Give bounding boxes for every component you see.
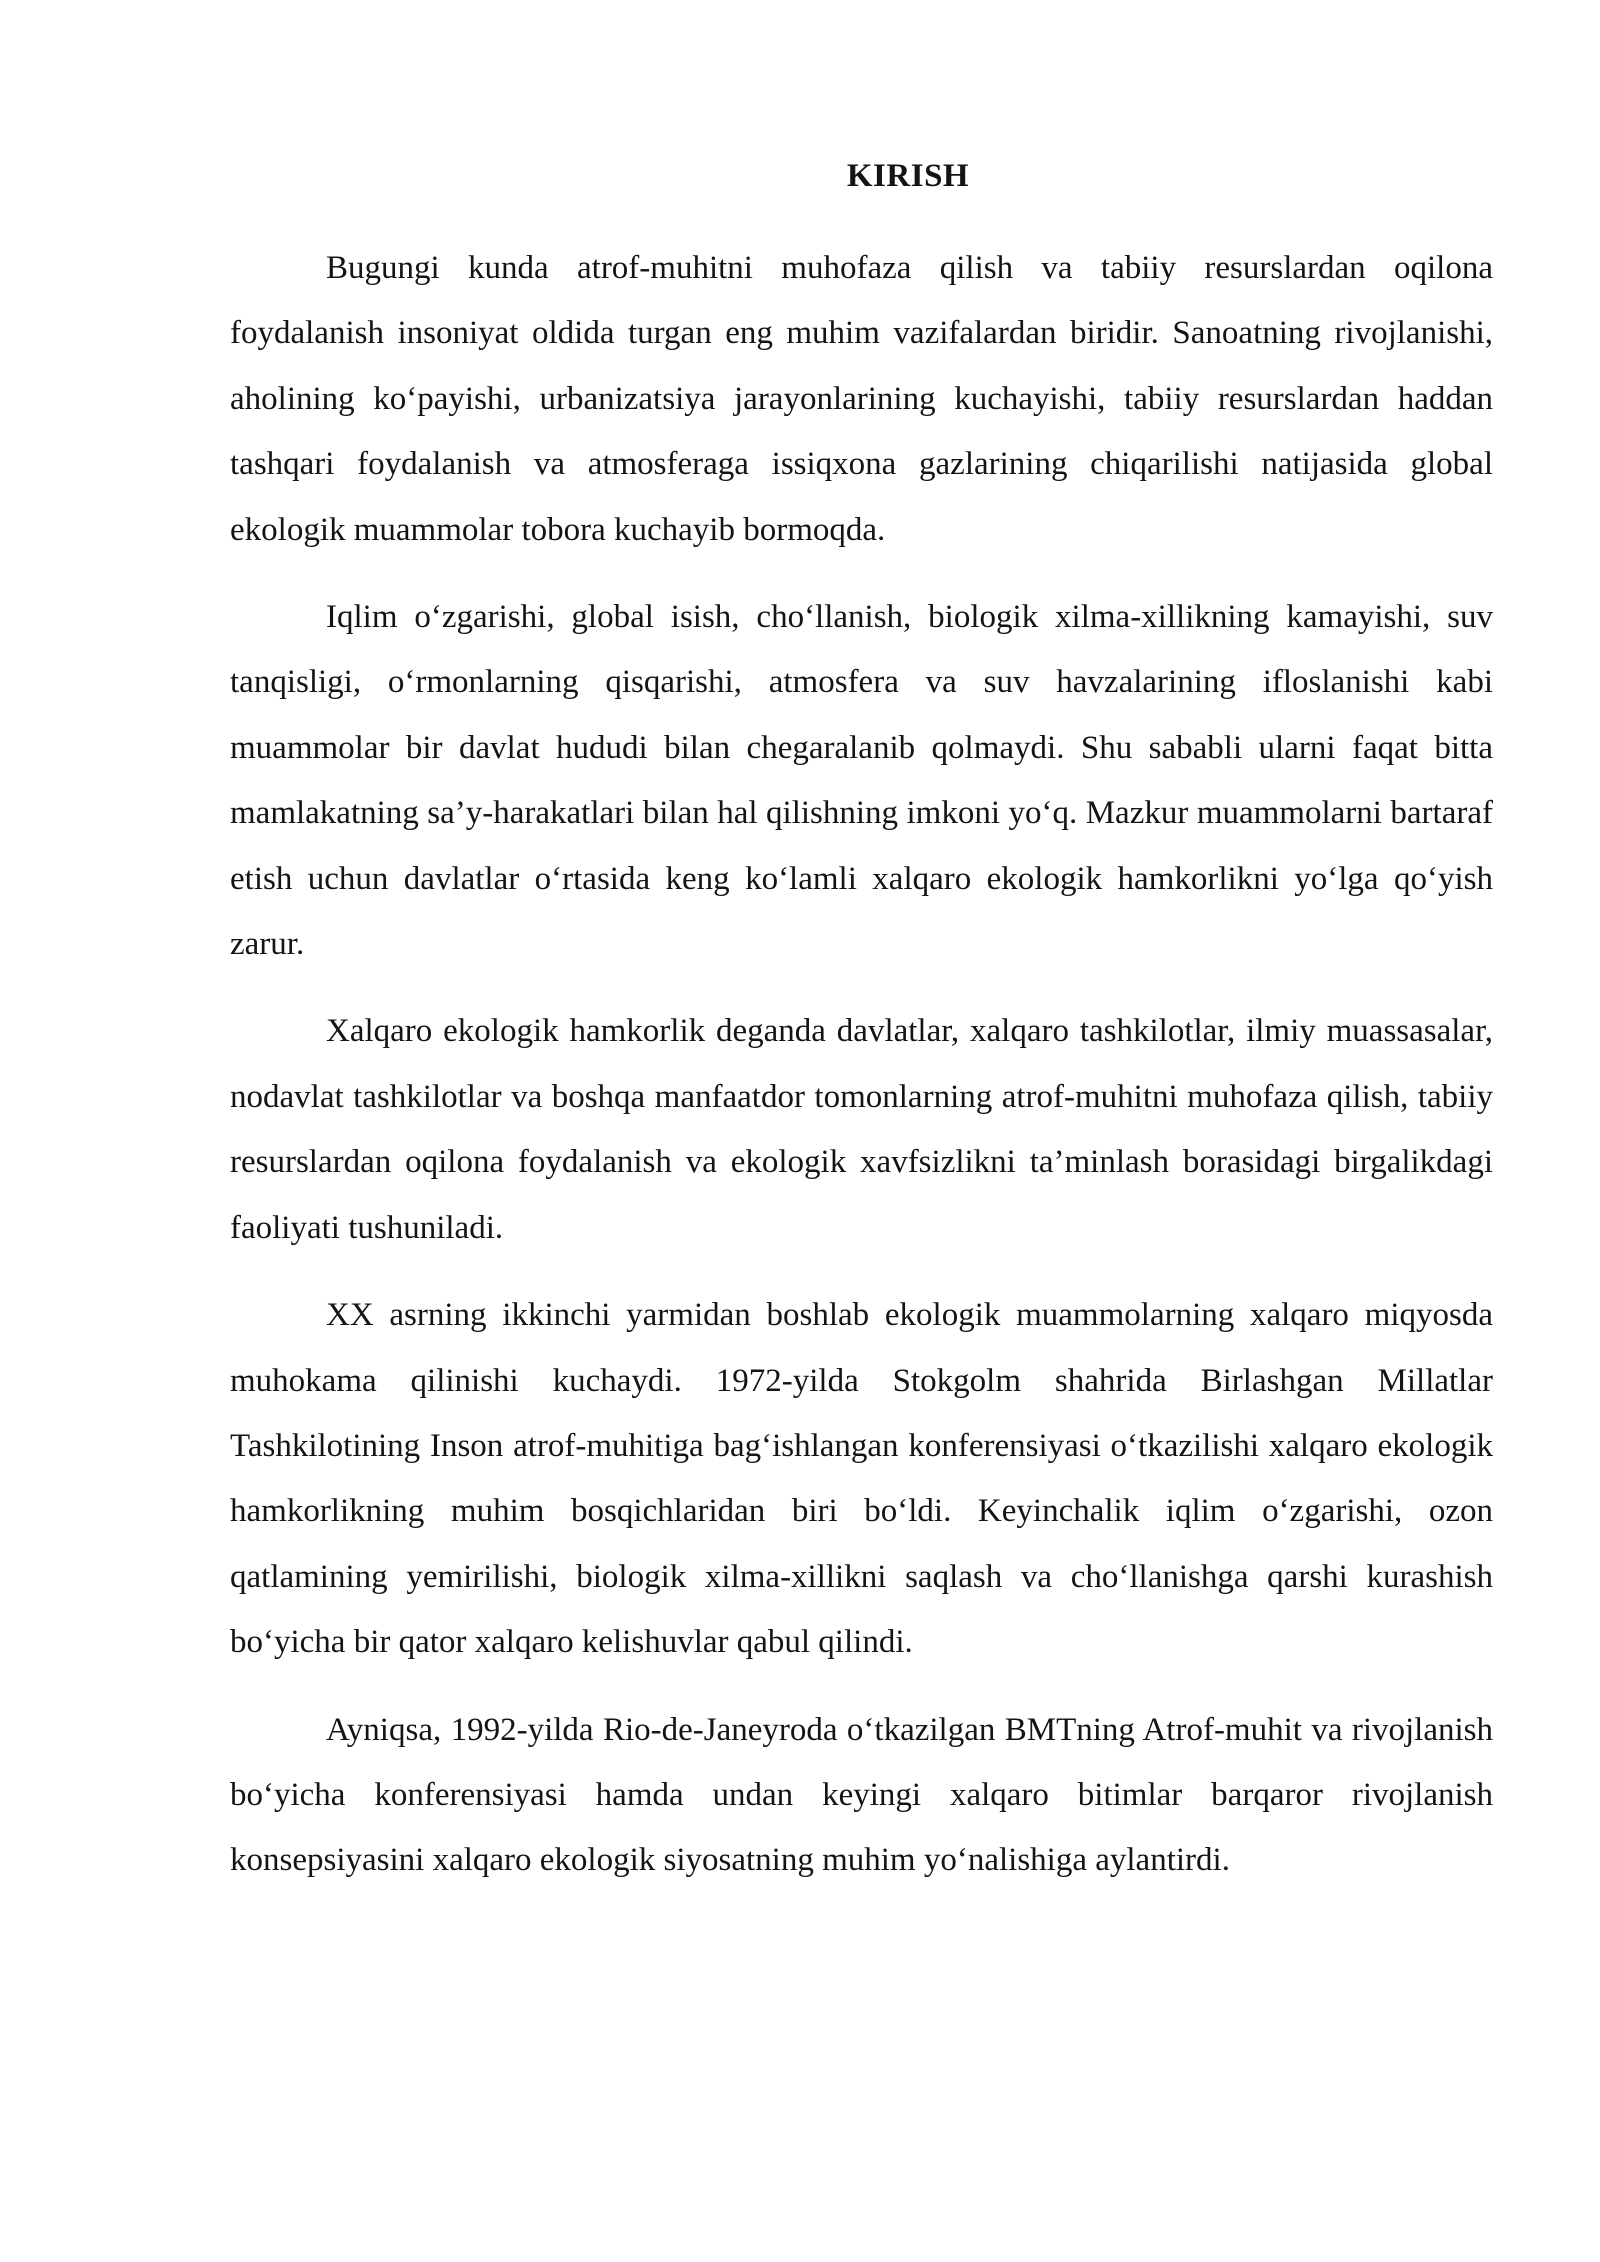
body-text [230,236,1493,1916]
paragraph-3: Xalqaro ekologik hamkorlik deganda davlatlar, xalqaro tashkilotlar, ilmiy muassasalar, nodavlat tashkilotlar va boshqa manfaatdor tomonlarning atrof-muhitni muhofaza qilish, tabiiy resurslardan oqilona foydalanish va ekologik xavfsizlikni ta’minlash borasidagi birgalikdagi faoliyati tushuniladi. [230,1013,1493,1246]
paragraph-4: XX asrning ikkinchi yarmidan boshlab ekologik muammolarning xalqaro miqyosda muhokama qilinishi kuchaydi. 1972-yilda Stokgolm shahrida Birlashgan Millatlar Tashkilotining Inson atrof-muhitiga bag‘ishlangan konferensiyasi o‘tkazilishi xalqaro ekologik hamkorlikning muhim bosqichlaridan biri bo‘ldi. Keyinchalik iqlim o‘zgarishi, ozon qatlamining yemirilishi, biologik xilma-xillikni saqlash va cho‘llanishga qarshi kurashish bo‘yicha bir qator xalqaro kelishuvlar qabul qilindi. [230,1297,1493,1661]
paragraph-2: Iqlim o‘zgarishi, global isish, cho‘llanish, biologik xilma-xillikning kamayishi, suv tanqisligi, o‘rmonlarning qisqarishi, atmosfera va suv havzalarining ifloslanishi kabi muammolar bir davlat hududi bilan chegaralanib qolmaydi. Shu sababli ularni faqat bitta mamlakatning sa’y-harakatlari bilan hal qilishning imkoni yo‘q. Mazkur muammolarni bartaraf etish uchun davlatlar o‘rtasida keng ko‘lamli xalqaro ekologik hamkorlikni yo‘lga qo‘yish zarur. [230,599,1493,963]
paragraph-1: Bugungi kunda atrof-muhitni muhofaza qilish va tabiiy resurslardan oqilona foydalanish insoniyat oldida turgan eng muhim vazifalardan biridir. Sanoatning rivojlanishi, aholining ko‘payishi, urbanizatsiya jarayonlarining kuchayishi, tabiiy resurslardan haddan tashqari foydalanish va atmosferaga issiqxona gazlarining chiqarilishi natijasida global ekologik muammolar tobora kuchayib bormoqda. [230,250,1493,548]
page-title: KIRISH [846,158,970,194]
paragraph-5: Ayniqsa, 1992-yilda Rio-de-Janeyroda o‘tkazilgan BMTning Atrof-muhit va rivojlanish bo‘yicha konferensiyasi hamda undan keyingi xalqaro bitimlar barqaror rivojlanish konsepsiyasini xalqaro ekologik siyosatning muhim yo‘nalishiga aylantirdi. [230,1711,1493,1879]
